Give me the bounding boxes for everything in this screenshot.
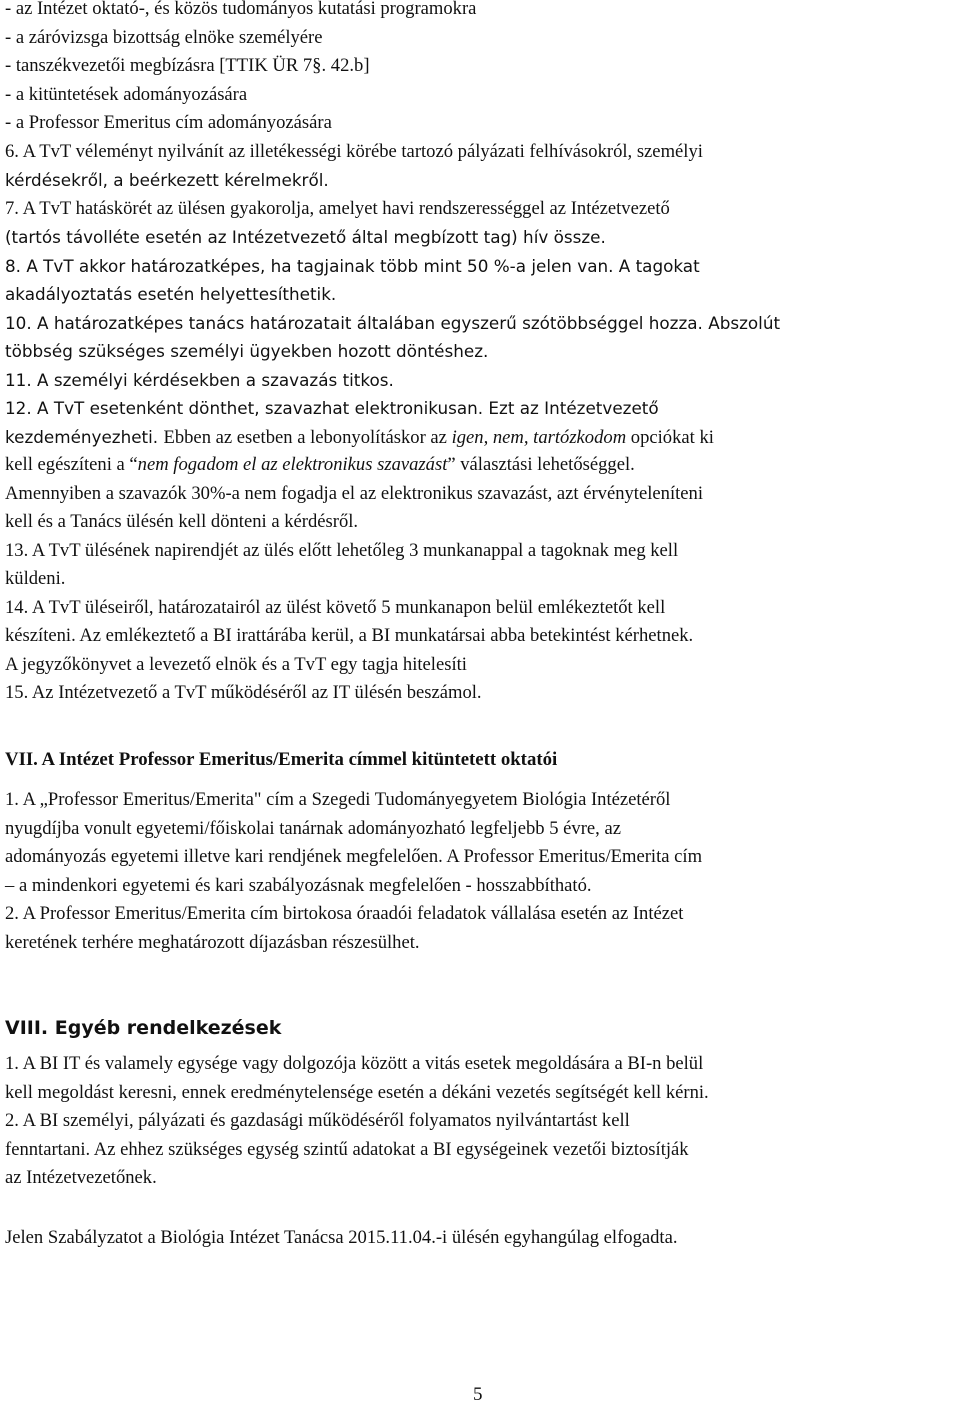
text-block-section-viii: [5, 1050, 709, 1193]
text-line: (tartós távolléte esetén az Intézetvezető által megbízott tag) hív össze.: [5, 227, 606, 247]
text-line: [5, 423, 780, 452]
text-line: az Intézetvezetőnek.: [5, 1167, 157, 1188]
text-line: készíteni. Az emlékeztető a BI irattárába kerül, a BI munkatársai abba betekintést kérhetnek.: [5, 625, 694, 646]
text-line: 1. A BI IT és valamely egysége vagy dolgozója között a vitás esetek megoldására a BI-n belül: [5, 1053, 704, 1074]
text-line: Amennyiben a szavazók 30%-a nem fogadja el az elektronikus szavazást, azt érvényteleníteni: [5, 482, 703, 504]
text-block-top: [5, 0, 780, 708]
page-number: 5: [473, 1384, 483, 1405]
text-line: - a Professor Emeritus cím adományozására: [5, 112, 332, 133]
section-heading-viii: VIII. Egyéb rendelkezések: [5, 1017, 282, 1039]
text-line: többség szükséges személyi ügyekben hozott döntéshez.: [5, 341, 489, 361]
text-line: 11. A személyi kérdésekben a szavazás titkos.: [5, 369, 394, 390]
text-line: A jegyzőkönyvet a levezető elnök és a TvT egy tagja hitelesíti: [5, 653, 467, 675]
text-line: keretének terhére meghatározott díjazásban részesülhet.: [5, 931, 420, 953]
closing-statement: Jelen Szabályzatot a Biológia Intézet Tanácsa 2015.11.04.-i ülésén egyhangúlag elfogadta.: [5, 1227, 678, 1248]
text-line: 15. Az Intézetvezető a TvT működéséről az IT ülésén beszámol.: [5, 682, 482, 703]
text-span: Ebben az esetben a lebonyolításkor az: [163, 426, 452, 448]
text-span: kezdeményezheti.: [5, 426, 164, 447]
text-line: – a mindenkori egyetemi és kari szabályozásnak megfelelően - hosszabbítható.: [5, 874, 592, 896]
text-line: - a záróvizsga bizottság elnöke személyére: [5, 26, 323, 48]
text-line: 6. A TvT véleményt nyilvánít az illetékességi körébe tartozó pályázati felhívásokról, személyi: [5, 140, 703, 162]
text-line: - tanszékvezetői megbízásra [TTIK ÜR 7§. 42.b]: [5, 55, 370, 76]
text-line: kérdésekről, a beérkezett kérelmekről.: [5, 170, 329, 190]
text-line: adományozás egyetemi illetve kari rendjének megfelelően. A Professor Emeritus/Emerita cím: [5, 846, 703, 867]
italic-span: igen, nem, tartózkodom: [451, 426, 627, 448]
italic-span: nem fogadom el az elektronikus szavazást: [137, 454, 448, 475]
text-line: fenntartani. Az ehhez szükséges egység szintű adatokat a BI egységeinek vezetői biztosítják: [5, 1138, 689, 1160]
text-line: 2. A BI személyi, pályázati és gazdasági működéséről folyamatos nyilvántartást kell: [5, 1110, 630, 1131]
text-span: kell egészíteni a “: [5, 454, 138, 475]
text-block-section-vii: [5, 786, 702, 957]
text-line: kell megoldást keresni, ennek eredménytelensége esetén a dékáni vezetés segítségét kell kérni.: [5, 1081, 709, 1103]
text-span: ” választási lehetőséggel.: [447, 454, 635, 475]
text-line: 8. A TvT akkor határozatképes, ha tagjainak több mint 50 %-a jelen van. A tagokat: [5, 255, 700, 276]
text-line: akadályoztatás esetén helyettesíthetik.: [5, 284, 337, 304]
text-line: 10. A határozatképes tanács határozatait általában egyszerű szótöbbséggel hozza. Abszolút: [5, 312, 781, 333]
text-line: 14. A TvT üléseiről, határozatairól az ülést követő 5 munkanapon belül emlékeztetőt kell: [5, 596, 666, 618]
text-line: 12. A TvT esetenként dönthet, szavazhat elektronikusan. Ezt az Intézetvezető: [5, 398, 659, 418]
text-line: 1. A „Professor Emeritus/Emerita" cím a Szegedi Tudományegyetem Biológia Intézetéről: [5, 789, 671, 810]
text-line: 2. A Professor Emeritus/Emerita cím birtokosa óraadói feladatok vállalása esetén az Intézet: [5, 903, 684, 924]
text-line: [5, 451, 780, 480]
text-line: 13. A TvT ülésének napirendjét az ülés előtt lehetőleg 3 munkanappal a tagoknak meg kell: [5, 539, 679, 561]
text-line: kell és a Tanács ülésén kell dönteni a kérdésről.: [5, 511, 359, 532]
text-line: - az Intézet oktató-, és közös tudományos kutatási programokra: [5, 0, 477, 19]
text-line: - a kitüntetések adományozására: [5, 83, 248, 105]
text-line: nyugdíjba vonult egyetemi/főiskolai tanárnak adományozható legfeljebb 5 évre, az: [5, 817, 621, 839]
text-line: küldeni.: [5, 568, 66, 589]
text-span: opciókat ki: [626, 426, 714, 448]
text-line: 7. A TvT hatáskörét az ülésen gyakorolja, amelyet havi rendszerességgel az Intézetvezető: [5, 197, 670, 219]
section-heading-vii: VII. A Intézet Professor Emeritus/Emerita címmel kitüntetett oktatói: [5, 749, 558, 770]
